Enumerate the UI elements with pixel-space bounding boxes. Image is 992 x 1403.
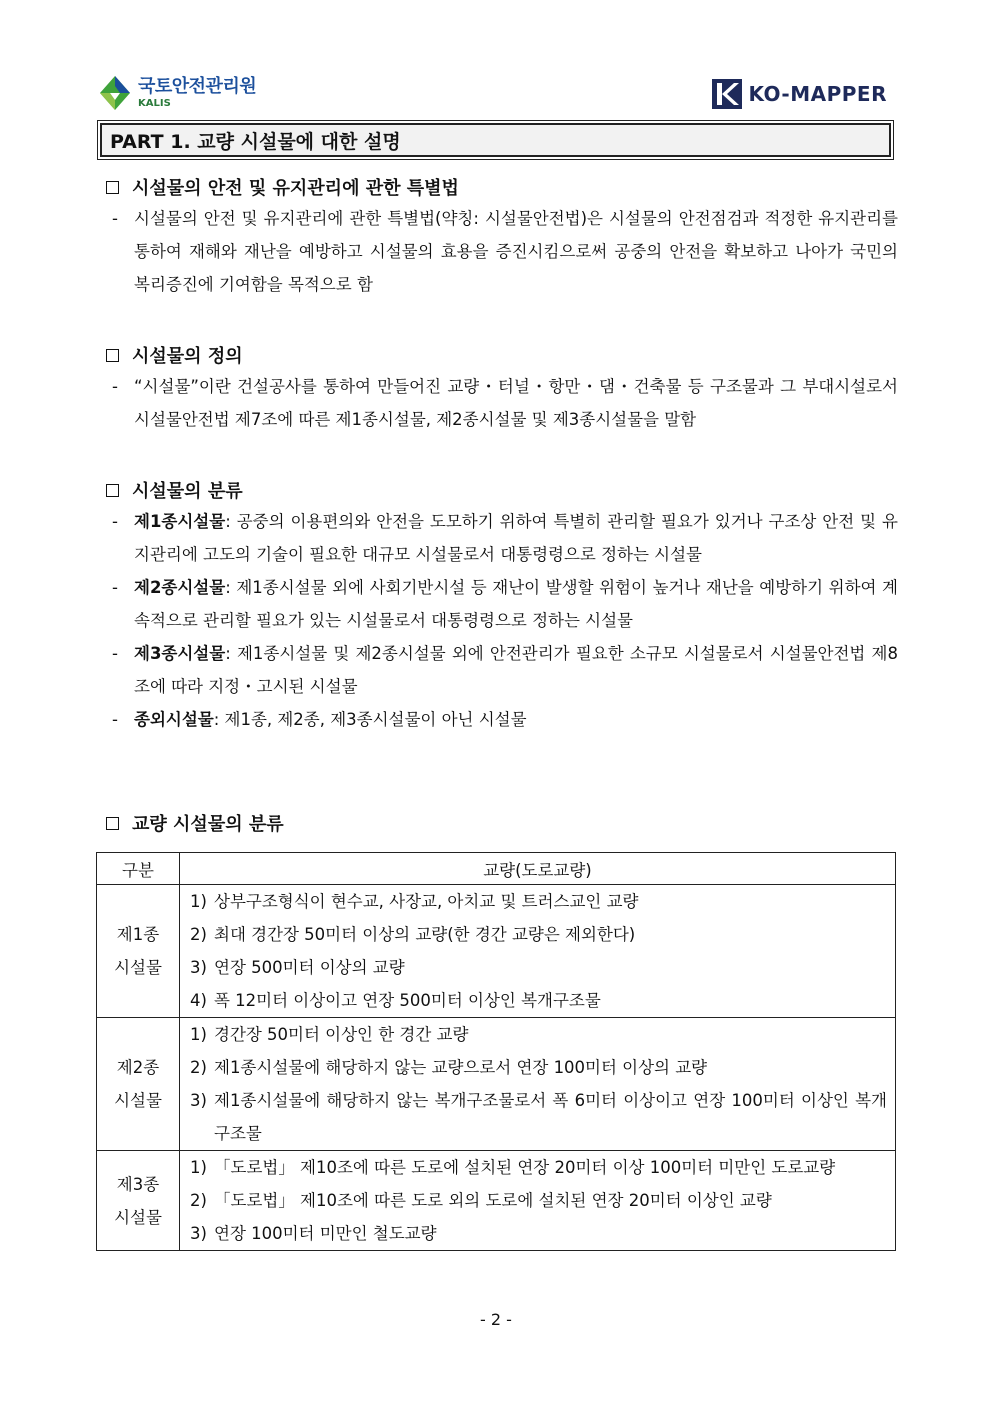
list-item — [106, 202, 898, 301]
section-title: 시설물의 정의 — [132, 346, 243, 367]
dash-bullet: - — [112, 512, 118, 531]
list-item — [106, 703, 898, 736]
brand-name: KO-MAPPER — [748, 82, 887, 106]
criterion-number: 1) — [190, 1158, 207, 1177]
criterion — [190, 984, 887, 1017]
category-label: 시설물 — [114, 1207, 162, 1227]
criteria-cell — [180, 1018, 896, 1151]
part-title: PART 1. 교량 시설물에 대한 설명 — [100, 123, 891, 157]
page-number: - 2 - — [480, 1310, 512, 1329]
criterion-text: 경간장 50미터 이상인 한 경간 교량 — [214, 1025, 469, 1044]
criterion — [190, 1184, 887, 1217]
item-text: “시설물”이란 건설공사를 통하여 만들어진 교량・터널・항만・댐・건축물 등 구조물과 그 부대시설로서 시설물안전법 제7조에 따른 제1종시설물, 제2종시설물 및 제3종시설물을 말함 — [134, 377, 898, 429]
list-item — [106, 370, 898, 436]
item-text: : 제1종시설물 외에 사회기반시설 등 재난이 발생할 위험이 높거나 재난을 예방하기 위하여 계속적으로 관리할 필요가 있는 시설물로서 대통령령으로 정하는 시설물 — [134, 578, 898, 630]
list-item — [106, 571, 898, 637]
category-label: 시설물 — [114, 958, 162, 977]
org-abbr: KALIS — [138, 97, 171, 109]
column-header: 구분 — [97, 853, 180, 885]
table-header-row — [97, 853, 896, 885]
category-cell — [97, 885, 180, 1018]
criterion-number: 3) — [190, 1224, 207, 1243]
category-label: 제3종 — [116, 1174, 160, 1194]
criterion-text: 최대 경간장 50미터 이상의 교량(한 경간 교량은 제외한다) — [214, 925, 636, 944]
column-header: 교량(도로교량) — [180, 853, 896, 885]
criterion-number: 2) — [190, 1058, 207, 1077]
criterion-text: 「도로법」 제10조에 따른 도로 외의 도로에 설치된 연장 20미터 이상인 교량 — [214, 1191, 772, 1210]
criterion-number: 4) — [190, 991, 207, 1010]
criterion-text: 폭 12미터 이상이고 연장 500미터 이상인 복개구조물 — [214, 991, 601, 1010]
criterion-number: 3) — [190, 1091, 207, 1110]
section-title: 시설물의 안전 및 유지관리에 관한 특별법 — [132, 178, 459, 199]
criterion — [190, 1217, 887, 1250]
section-heading — [106, 475, 898, 505]
table-row — [97, 885, 896, 1018]
list-item — [106, 637, 898, 703]
item-text: : 제1종시설물 및 제2종시설물 외에 안전관리가 필요한 소규모 시설물로서 시설물안전법 제8조에 따라 지정・고시된 시설물 — [134, 644, 898, 696]
criterion-text: 상부구조형식이 현수교, 사장교, 아치교 및 트러스교인 교량 — [214, 892, 639, 911]
criterion-text: 「도로법」 제10조에 따른 도로에 설치된 연장 20미터 이상 100미터 미만인 도로교량 — [214, 1158, 836, 1177]
bridge-classification-table — [96, 852, 896, 1251]
section-special-act — [106, 172, 898, 301]
criterion-number: 2) — [190, 1191, 207, 1210]
section-title: 시설물의 분류 — [132, 481, 243, 502]
criterion — [190, 885, 887, 918]
criteria-cell — [180, 885, 896, 1018]
criterion — [190, 1151, 887, 1184]
dash-bullet: - — [112, 209, 118, 228]
category-label: 시설물 — [114, 1091, 162, 1110]
section-definition — [106, 340, 898, 436]
criterion — [190, 951, 887, 984]
kalis-logo — [98, 72, 256, 114]
section-bridge-classification — [106, 808, 898, 838]
dash-bullet: - — [112, 578, 118, 597]
category-cell — [97, 1151, 180, 1251]
section-heading — [106, 808, 898, 838]
kalis-emblem-icon — [98, 74, 132, 112]
item-term: 종외시설물 — [134, 710, 214, 729]
list-item — [106, 505, 898, 571]
criterion-number: 1) — [190, 1025, 207, 1044]
checkbox-square-icon — [106, 817, 119, 830]
checkbox-square-icon — [106, 181, 119, 194]
part-title-box — [97, 120, 894, 160]
criterion-text: 제1종시설물에 해당하지 않는 복개구조물로서 폭 6미터 이상이고 연장 100미터 이상인 복개구조물 — [214, 1091, 887, 1143]
checkbox-square-icon — [106, 349, 119, 362]
section-title: 교량 시설물의 분류 — [132, 814, 284, 835]
item-text: : 제1종, 제2종, 제3종시설물이 아닌 시설물 — [213, 710, 527, 729]
section-heading — [106, 172, 898, 202]
item-term: 제3종시설물 — [134, 644, 226, 663]
dash-bullet: - — [112, 710, 118, 729]
criterion-number: 3) — [190, 958, 207, 977]
category-label: 제2종 — [116, 1058, 160, 1077]
table-row — [97, 1151, 896, 1251]
criterion — [190, 918, 887, 951]
ko-mapper-logo — [712, 78, 887, 110]
criterion — [190, 1051, 887, 1084]
criterion — [190, 1084, 887, 1150]
criterion-number: 2) — [190, 925, 207, 944]
category-label: 제1종 — [116, 925, 160, 944]
section-heading — [106, 340, 898, 370]
dash-bullet: - — [112, 644, 118, 663]
criterion-text: 연장 100미터 미만인 철도교량 — [214, 1224, 437, 1243]
section-classification — [106, 475, 898, 736]
criterion-text: 제1종시설물에 해당하지 않는 교량으로서 연장 100미터 이상의 교량 — [214, 1058, 708, 1077]
criterion-text: 연장 500미터 이상의 교량 — [214, 958, 405, 977]
item-text: : 공중의 이용편의와 안전을 도모하기 위하여 특별히 관리할 필요가 있거나 구조상 안전 및 유지관리에 고도의 기술이 필요한 대규모 시설물로서 대통령령으로 정하는 시설물 — [134, 512, 898, 564]
criterion-number: 1) — [190, 892, 207, 911]
item-term: 제1종시설물 — [134, 512, 226, 531]
checkbox-square-icon — [106, 484, 119, 497]
ko-mapper-emblem-icon — [712, 79, 742, 109]
criteria-cell — [180, 1151, 896, 1251]
item-term: 제2종시설물 — [134, 578, 226, 597]
table-row — [97, 1018, 896, 1151]
org-name: 국토안전관리원 — [138, 75, 257, 97]
criterion — [190, 1018, 887, 1051]
dash-bullet: - — [112, 377, 118, 396]
item-text: 시설물의 안전 및 유지관리에 관한 특별법(약칭: 시설물안전법)은 시설물의 안전점검과 적정한 유지관리를 통하여 재해와 재난을 예방하고 시설물의 효용을 증진시킴으로써 공중의 안전을 확보하고 나아가 국민의 복리증진에 기여함을 목적으로 함 — [134, 209, 898, 294]
category-cell — [97, 1018, 180, 1151]
